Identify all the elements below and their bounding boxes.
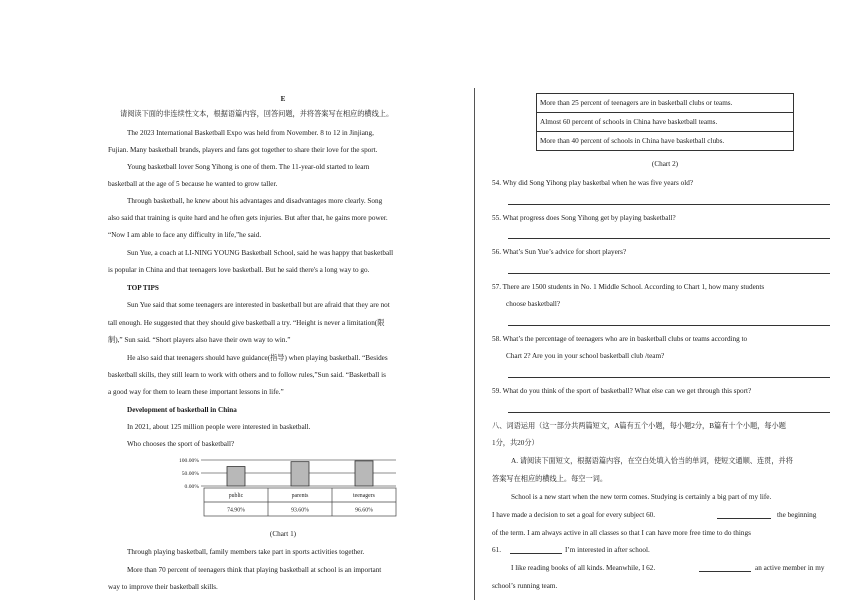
passage-line: School is a new start when the new term comes. Studying is certainly a big part of my life. [511, 493, 772, 501]
question-57: 57. There are 1500 students in No. 1 Middle School. According to Chart 1, how many students [492, 283, 765, 291]
blank-61[interactable] [510, 553, 562, 554]
value-label: 74.90% [227, 507, 245, 514]
paragraph-line: basketball at the age of 5 because he wanted to grow taller. [108, 180, 278, 188]
part-a-instruction: A. 请阅读下面短文，根据语篇内容，在空白处填入恰当的单词，使短文通顺、连贯，并将 [511, 457, 793, 465]
answer-line-55[interactable] [508, 238, 830, 239]
value-label: 93.60% [291, 507, 309, 514]
question-59: 59. What do you think of the sport of basketball? What else can we get through this sport? [492, 387, 752, 395]
paragraph-line: In 2021, about 125 million people were interested in basketball. [127, 423, 311, 431]
question-56: 56. What’s Sun Yue’s advice for short players? [492, 248, 627, 256]
paragraph-line: Sun Yue said that some teenagers are interested in basketball but are afraid that they are not [127, 301, 390, 309]
bar-parents [291, 462, 309, 486]
top-tips-heading: TOP TIPS [127, 284, 159, 292]
question-55: 55. What progress does Song Yihong get by playing basketball? [492, 214, 676, 222]
paragraph-line: is popular in China and that teenagers love basketball. But he said there's a long way to go. [108, 266, 370, 274]
passage-line: an active member in my [755, 564, 825, 572]
paragraph-line: Young basketball lover Song Yihong is one of them. The 11-year-old started to learn [127, 163, 370, 171]
paragraph-line: also said that training is quite hard and he often gets injuries. But after that, he gains more power. [108, 214, 388, 222]
paragraph-line: Through basketball, he knew about his advantages and disadvantages more clearly. Song [127, 197, 383, 205]
table-row: More than 40 percent of schools in China have basketball clubs. [537, 131, 793, 150]
question-57-line2: choose basketball? [506, 300, 561, 308]
y-tick-label: 100.00% [178, 458, 199, 465]
question-54: 54. Why did Song Yihong play basketbal when he was five years old? [492, 179, 694, 187]
y-tick-label: 0.00% [184, 484, 199, 491]
paragraph-line: Through playing basketball, family members take part in sports activities together. [127, 548, 365, 556]
chart-1-caption: (Chart 1) [269, 530, 297, 538]
part-8-heading-line2: 1分，共20分） [492, 439, 539, 447]
paragraph-line: “Now I am able to face any difficulty in life,”he said. [108, 231, 262, 239]
category-label: teenagers [353, 493, 375, 499]
development-heading: Development of basketball in China [127, 406, 237, 414]
chart-1 [170, 455, 405, 525]
paragraph-line: More than 70 percent of teenagers think that playing basketball at school is an important [127, 566, 382, 574]
part-8-heading: 八、词语运用（这一部分共两篇短文，A篇有五个小题，每小题2分，B篇有十个小题，每小题 [492, 422, 786, 430]
question-58: 58. What’s the percentage of teenagers who are in basketball clubs or teams according to [492, 335, 748, 343]
answer-line-58[interactable] [508, 377, 830, 378]
value-label: 96.60% [355, 507, 373, 514]
paragraph-line: Sun Yue, a coach at LI-NING YOUNG Basketball School, said he was happy that basketball [127, 249, 394, 257]
passage-line: I like reading books of all kinds. Meanwhile, I 62. [511, 564, 656, 572]
blank-60[interactable] [717, 518, 771, 519]
paragraph-line: Fujian. Many basketball brands, players and fans got together to share their love for the sport. [108, 146, 378, 154]
paragraph-line: tall enough. He suggested that they should give basketball a try. “Height is never a limitation(限 [108, 319, 385, 327]
table-row: More than 25 percent of teenagers are in basketball clubs or teams. [540, 99, 733, 107]
passage-line: I’m interested in after school. [565, 546, 650, 554]
answer-line-57[interactable] [508, 325, 830, 326]
chart-question: Who chooses the sport of basketball? [127, 440, 235, 448]
paragraph-line: He also said that teenagers should have guidance(指导) when playing basketball. “Besides [127, 354, 388, 362]
category-label: parents [291, 493, 309, 499]
bar-public [227, 467, 245, 486]
bar-teenagers [355, 461, 373, 486]
answer-line-54[interactable] [508, 204, 830, 205]
question-58-line2: Chart 2? Are you in your school basketball club /team? [506, 352, 665, 360]
table-row: Almost 60 percent of schools in China have basketball teams. [537, 112, 793, 131]
passage-line: I have made a decision to set a goal for every subject 60. [492, 511, 656, 519]
chart-2-caption: (Chart 2) [651, 160, 679, 168]
y-tick-label: 50.00% [181, 471, 199, 478]
blank-62[interactable] [699, 571, 751, 572]
paragraph-line: 制),” Sun said. “Short players also have their own way to win.” [108, 336, 291, 344]
passage-line: 61. [492, 546, 501, 554]
chart-2-table [536, 93, 794, 151]
passage-line: the beginning [777, 511, 817, 519]
column-divider [474, 88, 475, 600]
instruction-text: 请阅读下面的非连续性文本，根据语篇内容，回答问题，并将答案写在相应的横线上。 [120, 110, 394, 118]
paragraph-line: a good way for them to learn these important lessons in life.” [108, 388, 284, 396]
section-letter: E [280, 95, 286, 103]
passage-line: of the term. I am always active in all classes so that I can have more free time to do things [492, 529, 751, 537]
answer-line-59[interactable] [508, 412, 830, 413]
paragraph-line: The 2023 International Basketball Expo was held from November. 8 to 12 in Jinjiang, [127, 129, 374, 137]
answer-line-56[interactable] [508, 273, 830, 274]
paragraph-line: way to improve their basketball skills. [108, 583, 218, 591]
part-a-instruction-line2: 答案写在相应的横线上。每空一词。 [492, 475, 608, 483]
paragraph-line: basketball skills, they still learn to work with others and to follow rules,”Sun said. “Basketball is [108, 371, 386, 379]
passage-line: school’s running team. [492, 582, 558, 590]
category-label: public [228, 493, 244, 499]
